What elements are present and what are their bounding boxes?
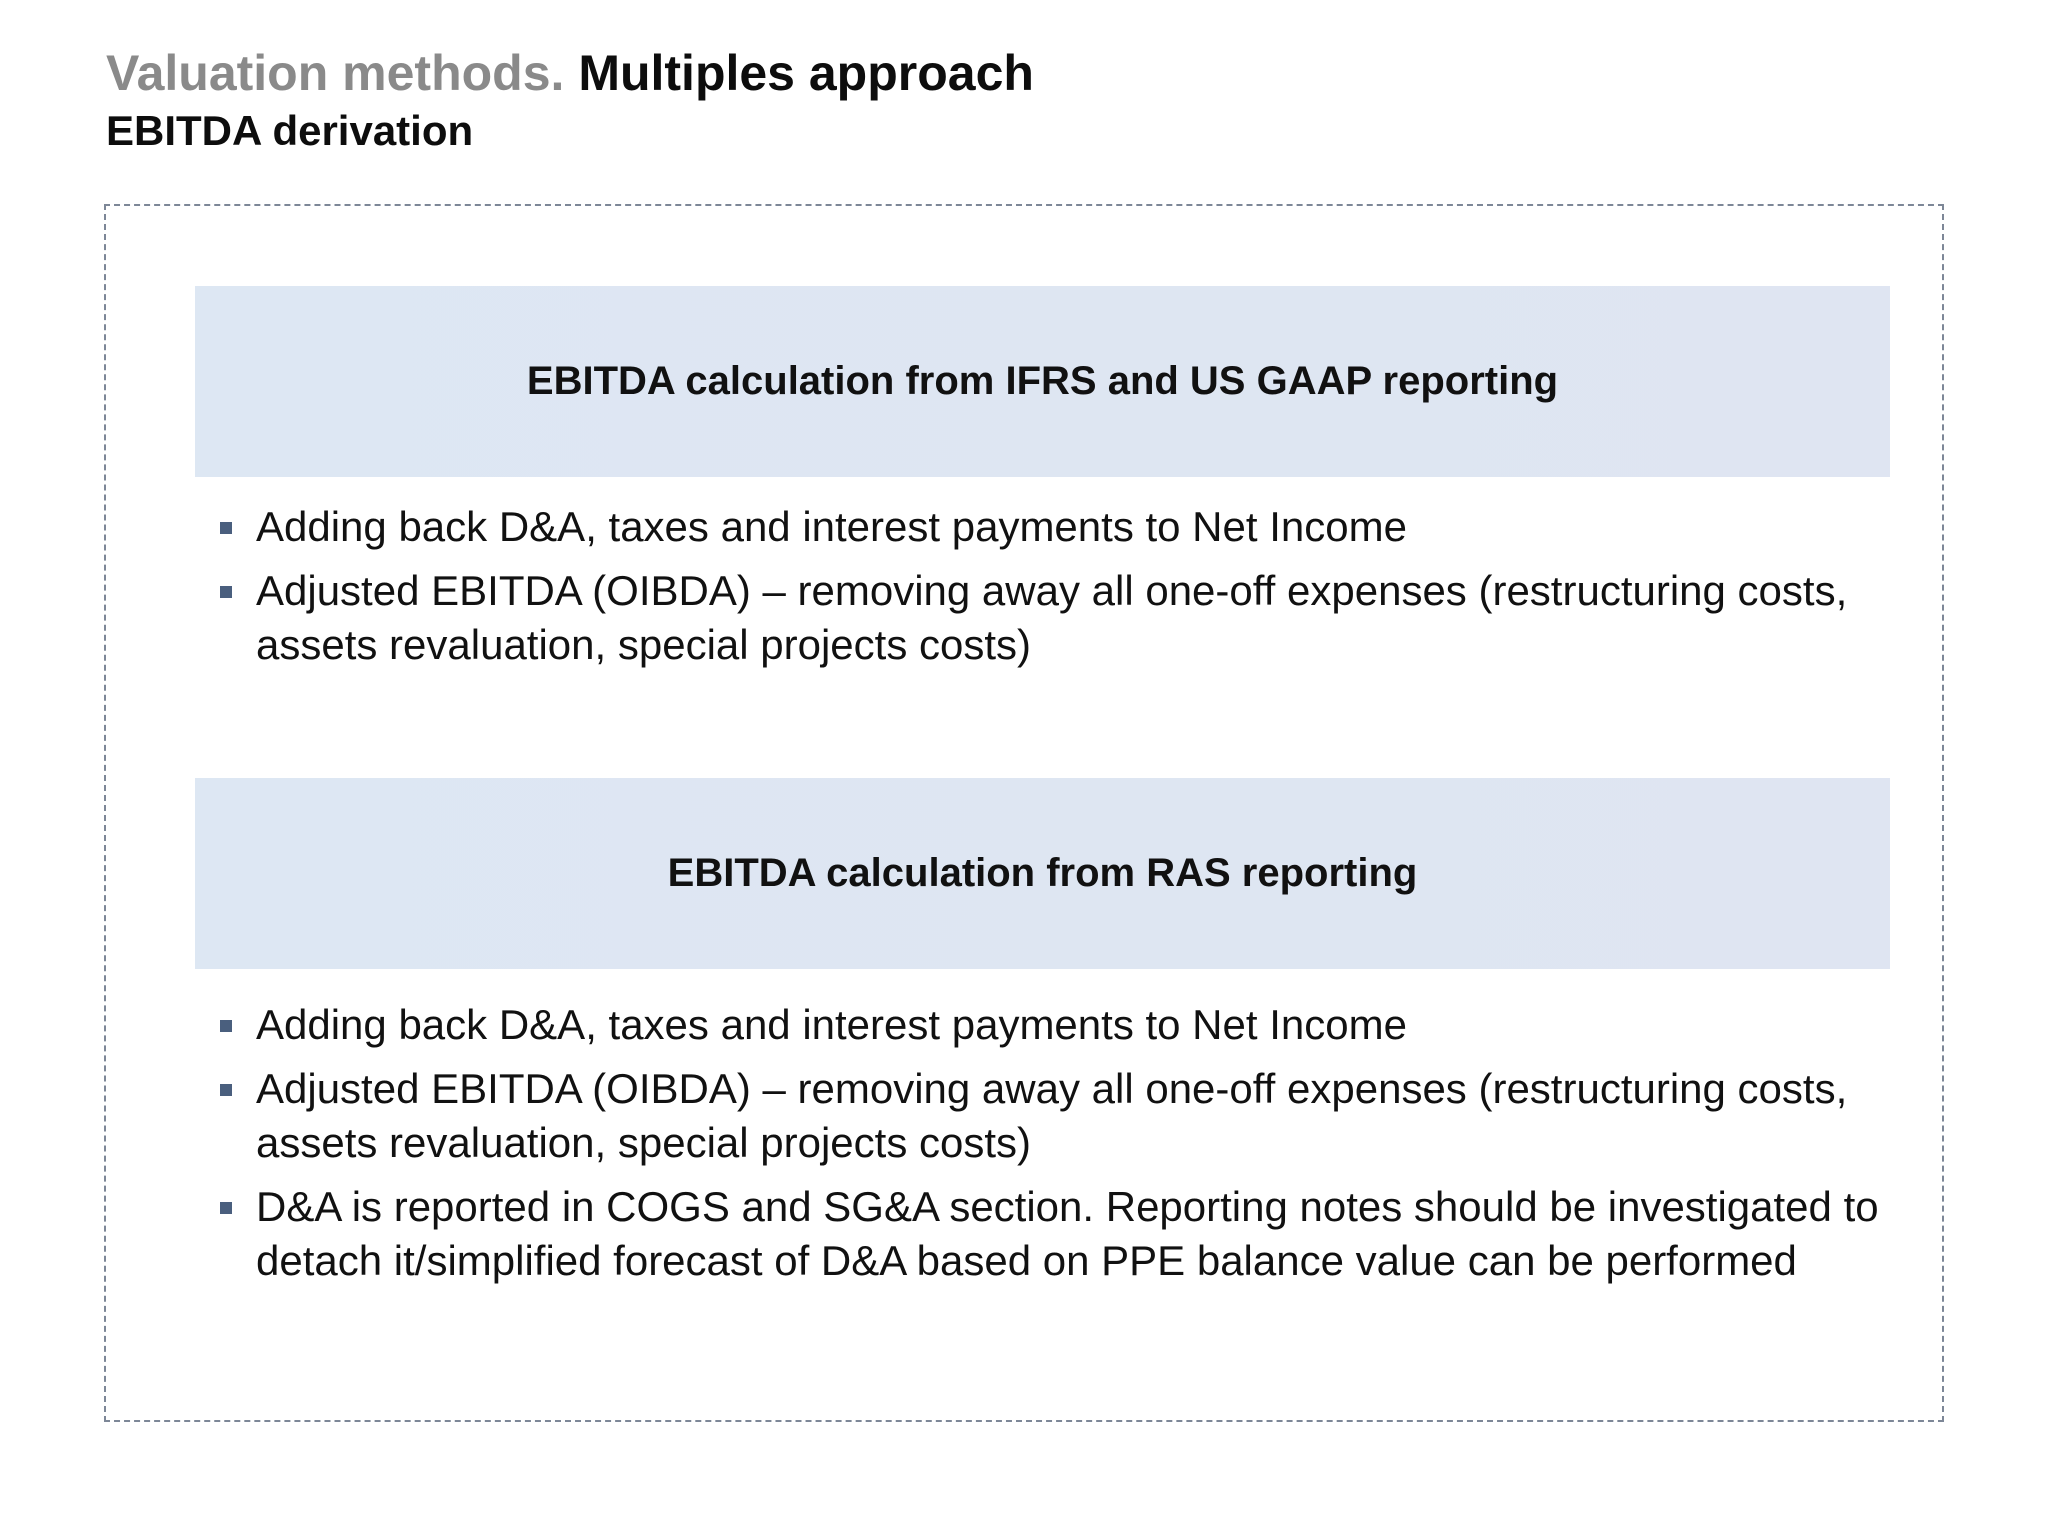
section-header-ifrs-label: EBITDA calculation from IFRS and US GAAP reporting [526, 359, 1559, 403]
list-item [216, 500, 1896, 554]
square-bullet-icon [220, 586, 232, 598]
list-item [216, 1062, 1896, 1170]
square-bullet-icon [220, 1202, 232, 1214]
list-item [216, 998, 1896, 1052]
bullet-text: Adding back D&A, taxes and interest payments to Net Income [256, 1001, 1407, 1048]
title-main: Multiples approach [578, 45, 1034, 101]
bullet-text: Adjusted EBITDA (OIBDA) – removing away all one-off expenses (restructuring costs, assets revaluation, special projects costs) [256, 1065, 1848, 1166]
bullet-list-ras [216, 998, 1896, 1298]
slide-subtitle: EBITDA derivation [106, 107, 474, 154]
square-bullet-icon [220, 1020, 232, 1032]
list-item [216, 1180, 1896, 1288]
list-item [216, 564, 1896, 672]
bullet-text: Adjusted EBITDA (OIBDA) – removing away all one-off expenses (restructuring costs, assets revaluation, special projects costs) [256, 567, 1848, 668]
title-prefix: Valuation methods. [106, 45, 565, 101]
square-bullet-icon [220, 1084, 232, 1096]
section-header-ras-label: EBITDA calculation from RAS reporting [667, 851, 1418, 895]
section-header-ras [195, 778, 1890, 969]
section-header-ifrs [195, 286, 1890, 477]
bullet-list-ifrs [216, 500, 1896, 682]
square-bullet-icon [220, 522, 232, 534]
slide-title [106, 44, 1034, 102]
bullet-text: D&A is reported in COGS and SG&A section. Reporting notes should be investigated to detach it/simplified forecast of D&A based on PPE balance value can be performed [256, 1183, 1879, 1284]
bullet-text: Adding back D&A, taxes and interest payments to Net Income [256, 503, 1407, 550]
